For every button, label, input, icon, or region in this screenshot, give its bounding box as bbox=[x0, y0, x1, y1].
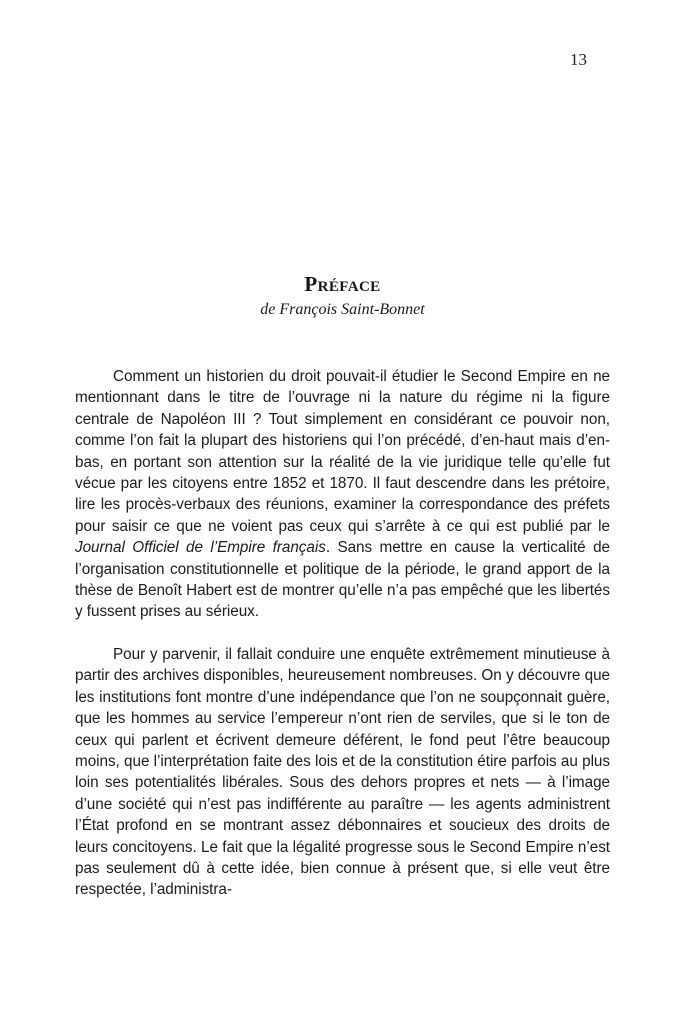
body-text bbox=[75, 366, 610, 901]
paragraph-2: Pour y parvenir, il fallait conduire une enquête extrêmement minutieuse à partir des archives disponibles, heureusement nombreuses. On y découvre que les institutions font montre d’une indépendance que l’on ne soupçonnait guère, que les hommes au service l’empereur n’ont rien de serviles, que si le ton de ceux qui parlent et écrivent demeure déférent, le fond peut l’être beaucoup moins, que l’interprétation faite des lois et de la constitution étire parfois au plus loin ses potentialités libérales. Sous des dehors propres et nets — à l’image d’une société qui n’est pas indifférente au paraître — les agents administrent l’État profond en se montrant assez débonnaires et soucieux des droits de leurs concitoyens. Le fait que la légalité progresse sous le Second Empire n’est pas seulement dû à cette idée, bien connue à présent que, si elle veut être respectée, l’administra- bbox=[75, 645, 610, 899]
paragraph-1 bbox=[75, 366, 610, 623]
chapter-heading bbox=[75, 272, 610, 319]
page-number: 13 bbox=[570, 50, 587, 69]
page-subtitle: de François Saint-Bonnet bbox=[260, 301, 425, 318]
paragraph-1-text-after: . Sans mettre en cause la verticalité de l’organisation constitutionnelle et politique de la période, le grand apport de la thèse de Benoît Habert est de montrer qu’elle n’a pas empêché que les libertés y fussent prises au sérieux. bbox=[75, 539, 610, 621]
page-title: Préface bbox=[304, 272, 381, 296]
paragraph-1-text-before: Comment un historien du droit pouvait-il étudier le Second Empire en ne mentionnant dans le titre de l’ouvrage ni la nature du régime ni la figure centrale de Napoléon III ? Tout simplement en considérant ce pouvoir non, comme l’on fait la plupart des historiens qui l’on précédé, d’en-haut mais d’en-bas, en portant son attention sur la réalité de la vie juridique telle qu’elle fut vécue par les citoyens entre 1852 et 1870. Il faut descendre dans les prétoire, lire les procès-verbaux des réunions, examiner la correspondance des préfets pour saisir ce que ne voient pas ceux qui s’arrête à ce qui est publié par le bbox=[75, 368, 610, 535]
journal-title-italic: Journal Officiel de l’Empire français bbox=[75, 539, 326, 557]
